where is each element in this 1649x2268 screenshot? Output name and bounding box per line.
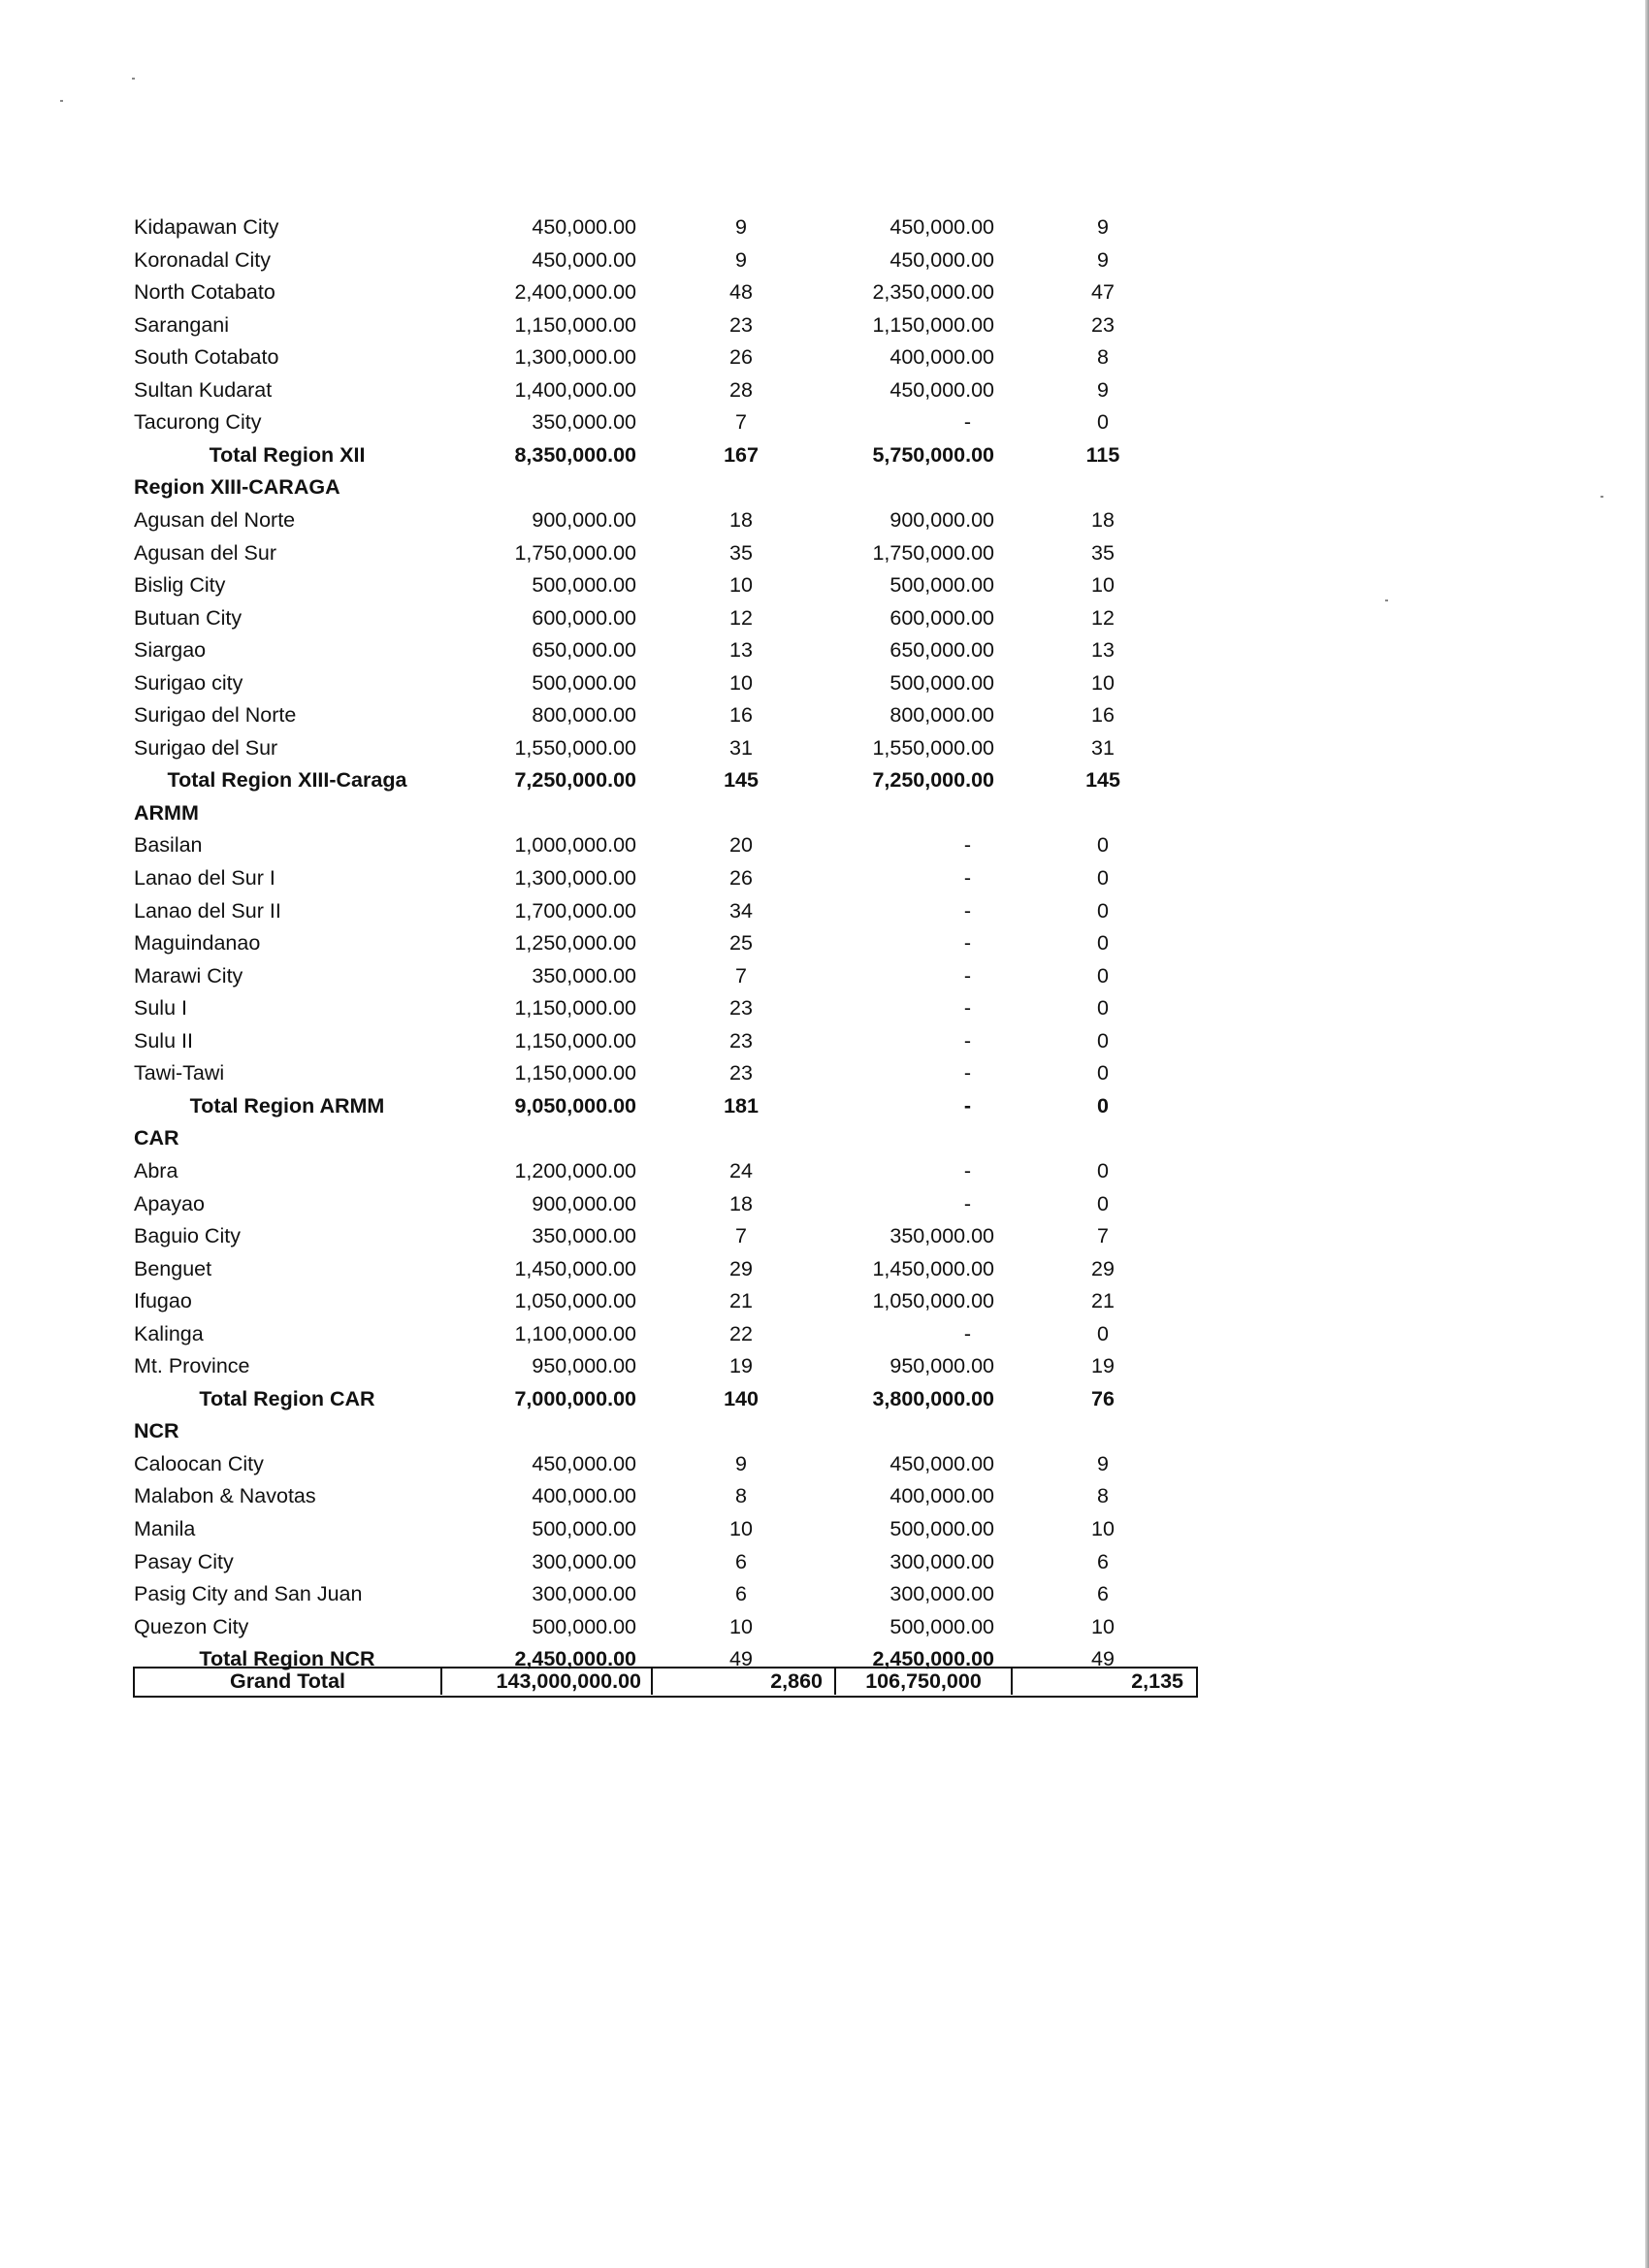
table-row — [0, 668, 1261, 697]
row-label: Pasig City and San Juan — [134, 1582, 363, 1605]
count-cell: 20 — [729, 833, 753, 857]
count-cell: 10 — [729, 573, 753, 597]
table-row — [0, 603, 1261, 632]
row-label: Apayao — [134, 1192, 205, 1215]
amount-cell: 7,250,000.00 — [872, 768, 994, 792]
region-total-row — [0, 440, 1261, 470]
amount-cell: 2,350,000.00 — [872, 280, 994, 304]
count-cell: 18 — [729, 508, 753, 532]
amount-cell: 2,450,000.00 — [872, 1647, 994, 1670]
amount-cell: - — [963, 1094, 972, 1118]
grand-total-row — [133, 1667, 1198, 1698]
released-count-cell: 8 — [1097, 1484, 1109, 1507]
released-count-cell: 35 — [1091, 541, 1115, 565]
allocation-cell: 450,000.00 — [532, 248, 636, 272]
released-count-cell: 21 — [1091, 1289, 1115, 1312]
released-count-cell: 47 — [1091, 280, 1115, 304]
allocation-cell: 7,250,000.00 — [514, 768, 636, 792]
released-count-cell: 0 — [1097, 1159, 1109, 1183]
row-label: Kalinga — [134, 1322, 204, 1345]
released-count-cell: 0 — [1097, 1094, 1109, 1118]
released-count-cell: 9 — [1097, 378, 1109, 402]
amount-cell: - — [963, 1159, 972, 1183]
count-cell: 10 — [729, 1517, 753, 1540]
table-row — [0, 635, 1261, 664]
table-row — [0, 928, 1261, 957]
grand-total-released-count: 2,135 — [1131, 1669, 1183, 1693]
count-cell: 23 — [729, 996, 753, 1020]
amount-cell: 1,750,000.00 — [872, 541, 994, 565]
count-cell: 16 — [729, 703, 753, 727]
released-count-cell: 7 — [1097, 1224, 1109, 1247]
released-count-cell: 10 — [1091, 671, 1115, 695]
table-row — [0, 961, 1261, 990]
table-row — [0, 1547, 1261, 1576]
count-cell: 23 — [729, 1029, 753, 1053]
released-count-cell: 0 — [1097, 833, 1109, 857]
table-row — [0, 1156, 1261, 1185]
allocation-cell: 1,450,000.00 — [514, 1257, 636, 1280]
row-label: NCR — [134, 1419, 179, 1442]
allocation-cell: 500,000.00 — [532, 573, 636, 597]
table-row — [0, 1058, 1261, 1087]
table-row — [0, 407, 1261, 437]
row-label: Marawi City — [134, 964, 243, 988]
allocation-cell: 450,000.00 — [532, 1452, 636, 1475]
row-label: Manila — [134, 1517, 196, 1540]
amount-cell: 650,000.00 — [889, 638, 994, 662]
amount-cell: 450,000.00 — [889, 378, 994, 402]
amount-cell: 500,000.00 — [889, 1517, 994, 1540]
row-label: Siargao — [134, 638, 207, 662]
released-count-cell: 9 — [1097, 1452, 1109, 1475]
table-row — [0, 1189, 1261, 1218]
allocation-cell: 1,050,000.00 — [514, 1289, 636, 1312]
amount-cell: - — [963, 1192, 972, 1215]
allocation-cell: 1,200,000.00 — [514, 1159, 636, 1183]
released-count-cell: 10 — [1091, 573, 1115, 597]
allocation-cell: 900,000.00 — [532, 1192, 636, 1215]
amount-cell: 450,000.00 — [889, 248, 994, 272]
amount-cell: 450,000.00 — [889, 215, 994, 239]
count-cell: 10 — [729, 671, 753, 695]
allocation-cell: 1,150,000.00 — [514, 1061, 636, 1085]
released-count-cell: 19 — [1091, 1354, 1115, 1377]
amount-cell: - — [963, 866, 972, 890]
row-label: Quezon City — [134, 1615, 249, 1638]
table-row — [0, 1351, 1261, 1380]
count-cell: 29 — [729, 1257, 753, 1280]
row-label: Total Region ARMM — [189, 1094, 385, 1118]
amount-cell: 5,750,000.00 — [872, 443, 994, 467]
table-row — [0, 342, 1261, 372]
table-row — [0, 1319, 1261, 1348]
row-label: Surigao del Sur — [134, 736, 278, 760]
released-count-cell: 23 — [1091, 313, 1115, 337]
released-count-cell: 9 — [1097, 248, 1109, 272]
allocation-cell: 7,000,000.00 — [514, 1387, 636, 1410]
row-label: CAR — [134, 1126, 179, 1150]
table-row — [0, 700, 1261, 729]
count-cell: 35 — [729, 541, 753, 565]
count-cell: 28 — [729, 378, 753, 402]
amount-cell: 350,000.00 — [889, 1224, 994, 1247]
allocation-cell: 350,000.00 — [532, 410, 636, 434]
count-cell: 21 — [729, 1289, 753, 1312]
row-label: South Cotabato — [134, 345, 279, 369]
amount-cell: - — [963, 1061, 972, 1085]
grand-total-allocation: 143,000,000.00 — [442, 1669, 653, 1695]
count-cell: 8 — [735, 1484, 747, 1507]
allocation-cell: 1,100,000.00 — [514, 1322, 636, 1345]
amount-cell: 950,000.00 — [889, 1354, 994, 1377]
amount-cell: 500,000.00 — [889, 671, 994, 695]
grand-total-count: 2,860 — [653, 1669, 836, 1695]
allocation-cell: 1,150,000.00 — [514, 1029, 636, 1053]
table-row — [0, 277, 1261, 307]
count-cell: 49 — [729, 1647, 753, 1670]
amount-cell: - — [963, 899, 972, 923]
amount-cell: 1,050,000.00 — [872, 1289, 994, 1312]
count-cell: 23 — [729, 313, 753, 337]
table-row — [0, 245, 1261, 275]
released-count-cell: 0 — [1097, 866, 1109, 890]
table-row — [0, 896, 1261, 925]
released-count-cell: 145 — [1085, 768, 1120, 792]
region-header-row — [0, 798, 1261, 827]
row-label: Agusan del Norte — [134, 508, 296, 532]
row-label: Lanao del Sur I — [134, 866, 275, 890]
grand-total-amount: 106,750,000 — [836, 1669, 1013, 1695]
table-row — [0, 1612, 1261, 1641]
amount-cell: 500,000.00 — [889, 573, 994, 597]
count-cell: 167 — [724, 443, 759, 467]
allocation-cell: 2,450,000.00 — [514, 1647, 636, 1670]
allocation-cell: 350,000.00 — [532, 1224, 636, 1247]
table-row — [0, 863, 1261, 892]
allocation-cell: 1,700,000.00 — [514, 899, 636, 923]
released-count-cell: 0 — [1097, 410, 1109, 434]
table-row — [0, 570, 1261, 599]
count-cell: 145 — [724, 768, 759, 792]
released-count-cell: 0 — [1097, 1192, 1109, 1215]
row-label: Abra — [134, 1159, 178, 1183]
allocation-cell: 1,150,000.00 — [514, 313, 636, 337]
row-label: Malabon & Navotas — [134, 1484, 316, 1507]
table-row — [0, 1449, 1261, 1478]
row-label: Surigao del Norte — [134, 703, 297, 727]
count-cell: 22 — [729, 1322, 753, 1345]
amount-cell: - — [963, 833, 972, 857]
row-label: Total Region CAR — [199, 1387, 375, 1410]
amount-cell: 1,550,000.00 — [872, 736, 994, 760]
table-row — [0, 375, 1261, 405]
amount-cell: 800,000.00 — [889, 703, 994, 727]
allocation-cell: 1,750,000.00 — [514, 541, 636, 565]
count-cell: 34 — [729, 899, 753, 923]
amount-cell: 300,000.00 — [889, 1582, 994, 1605]
amount-cell: 3,800,000.00 — [872, 1387, 994, 1410]
count-cell: 140 — [724, 1387, 759, 1410]
row-label: Sulu I — [134, 996, 187, 1020]
amount-cell: 300,000.00 — [889, 1550, 994, 1573]
allocation-cell: 9,050,000.00 — [514, 1094, 636, 1118]
row-label: Lanao del Sur II — [134, 899, 281, 923]
allocation-cell: 300,000.00 — [532, 1550, 636, 1573]
amount-cell: - — [963, 1322, 972, 1345]
amount-cell: - — [963, 964, 972, 988]
count-cell: 12 — [729, 606, 753, 630]
region-header-row — [0, 1416, 1261, 1445]
released-count-cell: 29 — [1091, 1257, 1115, 1280]
allocation-cell: 950,000.00 — [532, 1354, 636, 1377]
allocation-cell: 1,400,000.00 — [514, 378, 636, 402]
released-count-cell: 10 — [1091, 1615, 1115, 1638]
released-count-cell: 6 — [1097, 1582, 1109, 1605]
count-cell: 26 — [729, 345, 753, 369]
released-count-cell: 13 — [1091, 638, 1115, 662]
count-cell: 7 — [735, 964, 747, 988]
released-count-cell: 6 — [1097, 1550, 1109, 1573]
row-label: Agusan del Sur — [134, 541, 277, 565]
count-cell: 25 — [729, 931, 753, 955]
count-cell: 7 — [735, 410, 747, 434]
amount-cell: 1,150,000.00 — [872, 313, 994, 337]
allocation-cell: 600,000.00 — [532, 606, 636, 630]
released-count-cell: 76 — [1091, 1387, 1115, 1410]
region-total-row — [0, 1091, 1261, 1120]
row-label: Koronadal City — [134, 248, 272, 272]
row-label: Basilan — [134, 833, 203, 857]
count-cell: 10 — [729, 1615, 753, 1638]
allocation-cell: 1,000,000.00 — [514, 833, 636, 857]
count-cell: 6 — [735, 1582, 747, 1605]
count-cell: 18 — [729, 1192, 753, 1215]
row-label: Baguio City — [134, 1224, 241, 1247]
released-count-cell: 0 — [1097, 1322, 1109, 1345]
amount-cell: - — [963, 931, 972, 955]
table-row — [0, 310, 1261, 340]
allocation-cell: 1,300,000.00 — [514, 866, 636, 890]
row-label: Kidapawan City — [134, 215, 279, 239]
allocation-cell: 500,000.00 — [532, 671, 636, 695]
table-row — [0, 1514, 1261, 1543]
region-total-row — [0, 765, 1261, 794]
amount-cell: 500,000.00 — [889, 1615, 994, 1638]
grand-total-label: Grand Total — [135, 1669, 442, 1695]
row-label: Tawi-Tawi — [134, 1061, 225, 1085]
amount-cell: - — [963, 1029, 972, 1053]
count-cell: 181 — [724, 1094, 759, 1118]
row-label: Maguindanao — [134, 931, 261, 955]
row-label: Mt. Province — [134, 1354, 250, 1377]
row-label: Caloocan City — [134, 1452, 264, 1475]
amount-cell: - — [963, 410, 972, 434]
amount-cell: 450,000.00 — [889, 1452, 994, 1475]
released-count-cell: 0 — [1097, 1061, 1109, 1085]
table-row — [0, 1481, 1261, 1510]
allocation-cell: 400,000.00 — [532, 1484, 636, 1507]
released-count-cell: 12 — [1091, 606, 1115, 630]
allocation-cell: 300,000.00 — [532, 1582, 636, 1605]
released-count-cell: 0 — [1097, 996, 1109, 1020]
row-label: Butuan City — [134, 606, 242, 630]
allocation-cell: 450,000.00 — [532, 215, 636, 239]
row-label: Total Region XIII-Caraga — [167, 768, 407, 792]
row-label: ARMM — [134, 801, 199, 825]
row-label: Tacurong City — [134, 410, 262, 434]
amount-cell: 900,000.00 — [889, 508, 994, 532]
count-cell: 26 — [729, 866, 753, 890]
table-row — [0, 1286, 1261, 1315]
released-count-cell: 0 — [1097, 931, 1109, 955]
released-count-cell: 31 — [1091, 736, 1115, 760]
released-count-cell: 10 — [1091, 1517, 1115, 1540]
allocation-cell: 800,000.00 — [532, 703, 636, 727]
row-label: Sarangani — [134, 313, 230, 337]
allocation-cell: 650,000.00 — [532, 638, 636, 662]
count-cell: 9 — [735, 215, 747, 239]
released-count-cell: 115 — [1085, 443, 1120, 467]
count-cell: 24 — [729, 1159, 753, 1183]
amount-cell: - — [963, 996, 972, 1020]
amount-cell: 400,000.00 — [889, 345, 994, 369]
released-count-cell: 8 — [1097, 345, 1109, 369]
table-row — [0, 1026, 1261, 1055]
table-row — [0, 212, 1261, 242]
allocation-cell: 900,000.00 — [532, 508, 636, 532]
table-row — [0, 1221, 1261, 1250]
row-label: Benguet — [134, 1257, 212, 1280]
amount-cell: 1,450,000.00 — [872, 1257, 994, 1280]
allocation-cell: 2,400,000.00 — [514, 280, 636, 304]
count-cell: 13 — [729, 638, 753, 662]
row-label: Total Region XII — [209, 443, 366, 467]
count-cell: 23 — [729, 1061, 753, 1085]
allocation-cell: 1,150,000.00 — [514, 996, 636, 1020]
released-count-cell: 49 — [1091, 1647, 1115, 1670]
released-count-cell: 0 — [1097, 1029, 1109, 1053]
row-label: Ifugao — [134, 1289, 192, 1312]
allocation-cell: 500,000.00 — [532, 1517, 636, 1540]
count-cell: 19 — [729, 1354, 753, 1377]
count-cell: 9 — [735, 1452, 747, 1475]
released-count-cell: 18 — [1091, 508, 1115, 532]
count-cell: 9 — [735, 248, 747, 272]
table-row — [0, 993, 1261, 1022]
allocation-cell: 1,300,000.00 — [514, 345, 636, 369]
released-count-cell: 0 — [1097, 964, 1109, 988]
table-row — [0, 538, 1261, 567]
count-cell: 31 — [729, 736, 753, 760]
row-label: Surigao city — [134, 671, 243, 695]
row-label: Region XIII-CARAGA — [134, 475, 340, 499]
region-header-row — [0, 472, 1261, 502]
allocation-cell: 8,350,000.00 — [514, 443, 636, 467]
region-header-row — [0, 1123, 1261, 1152]
count-cell: 7 — [735, 1224, 747, 1247]
allocation-cell: 500,000.00 — [532, 1615, 636, 1638]
amount-cell: 400,000.00 — [889, 1484, 994, 1507]
row-label: Total Region NCR — [199, 1647, 375, 1670]
row-label: Pasay City — [134, 1550, 234, 1573]
table-row — [0, 1254, 1261, 1283]
allocation-cell: 350,000.00 — [532, 964, 636, 988]
row-label: Bislig City — [134, 573, 226, 597]
released-count-cell: 16 — [1091, 703, 1115, 727]
count-cell: 48 — [729, 280, 753, 304]
region-total-row — [0, 1384, 1261, 1413]
allocation-cell: 1,550,000.00 — [514, 736, 636, 760]
row-label: North Cotabato — [134, 280, 275, 304]
row-label: Sultan Kudarat — [134, 378, 273, 402]
released-count-cell: 9 — [1097, 215, 1109, 239]
count-cell: 6 — [735, 1550, 747, 1573]
amount-cell: 600,000.00 — [889, 606, 994, 630]
row-label: Sulu II — [134, 1029, 193, 1053]
table-row — [0, 505, 1261, 535]
released-count-cell: 0 — [1097, 899, 1109, 923]
table-row — [0, 830, 1261, 859]
allocation-cell: 1,250,000.00 — [514, 931, 636, 955]
table-row — [0, 733, 1261, 762]
table-row — [0, 1579, 1261, 1608]
